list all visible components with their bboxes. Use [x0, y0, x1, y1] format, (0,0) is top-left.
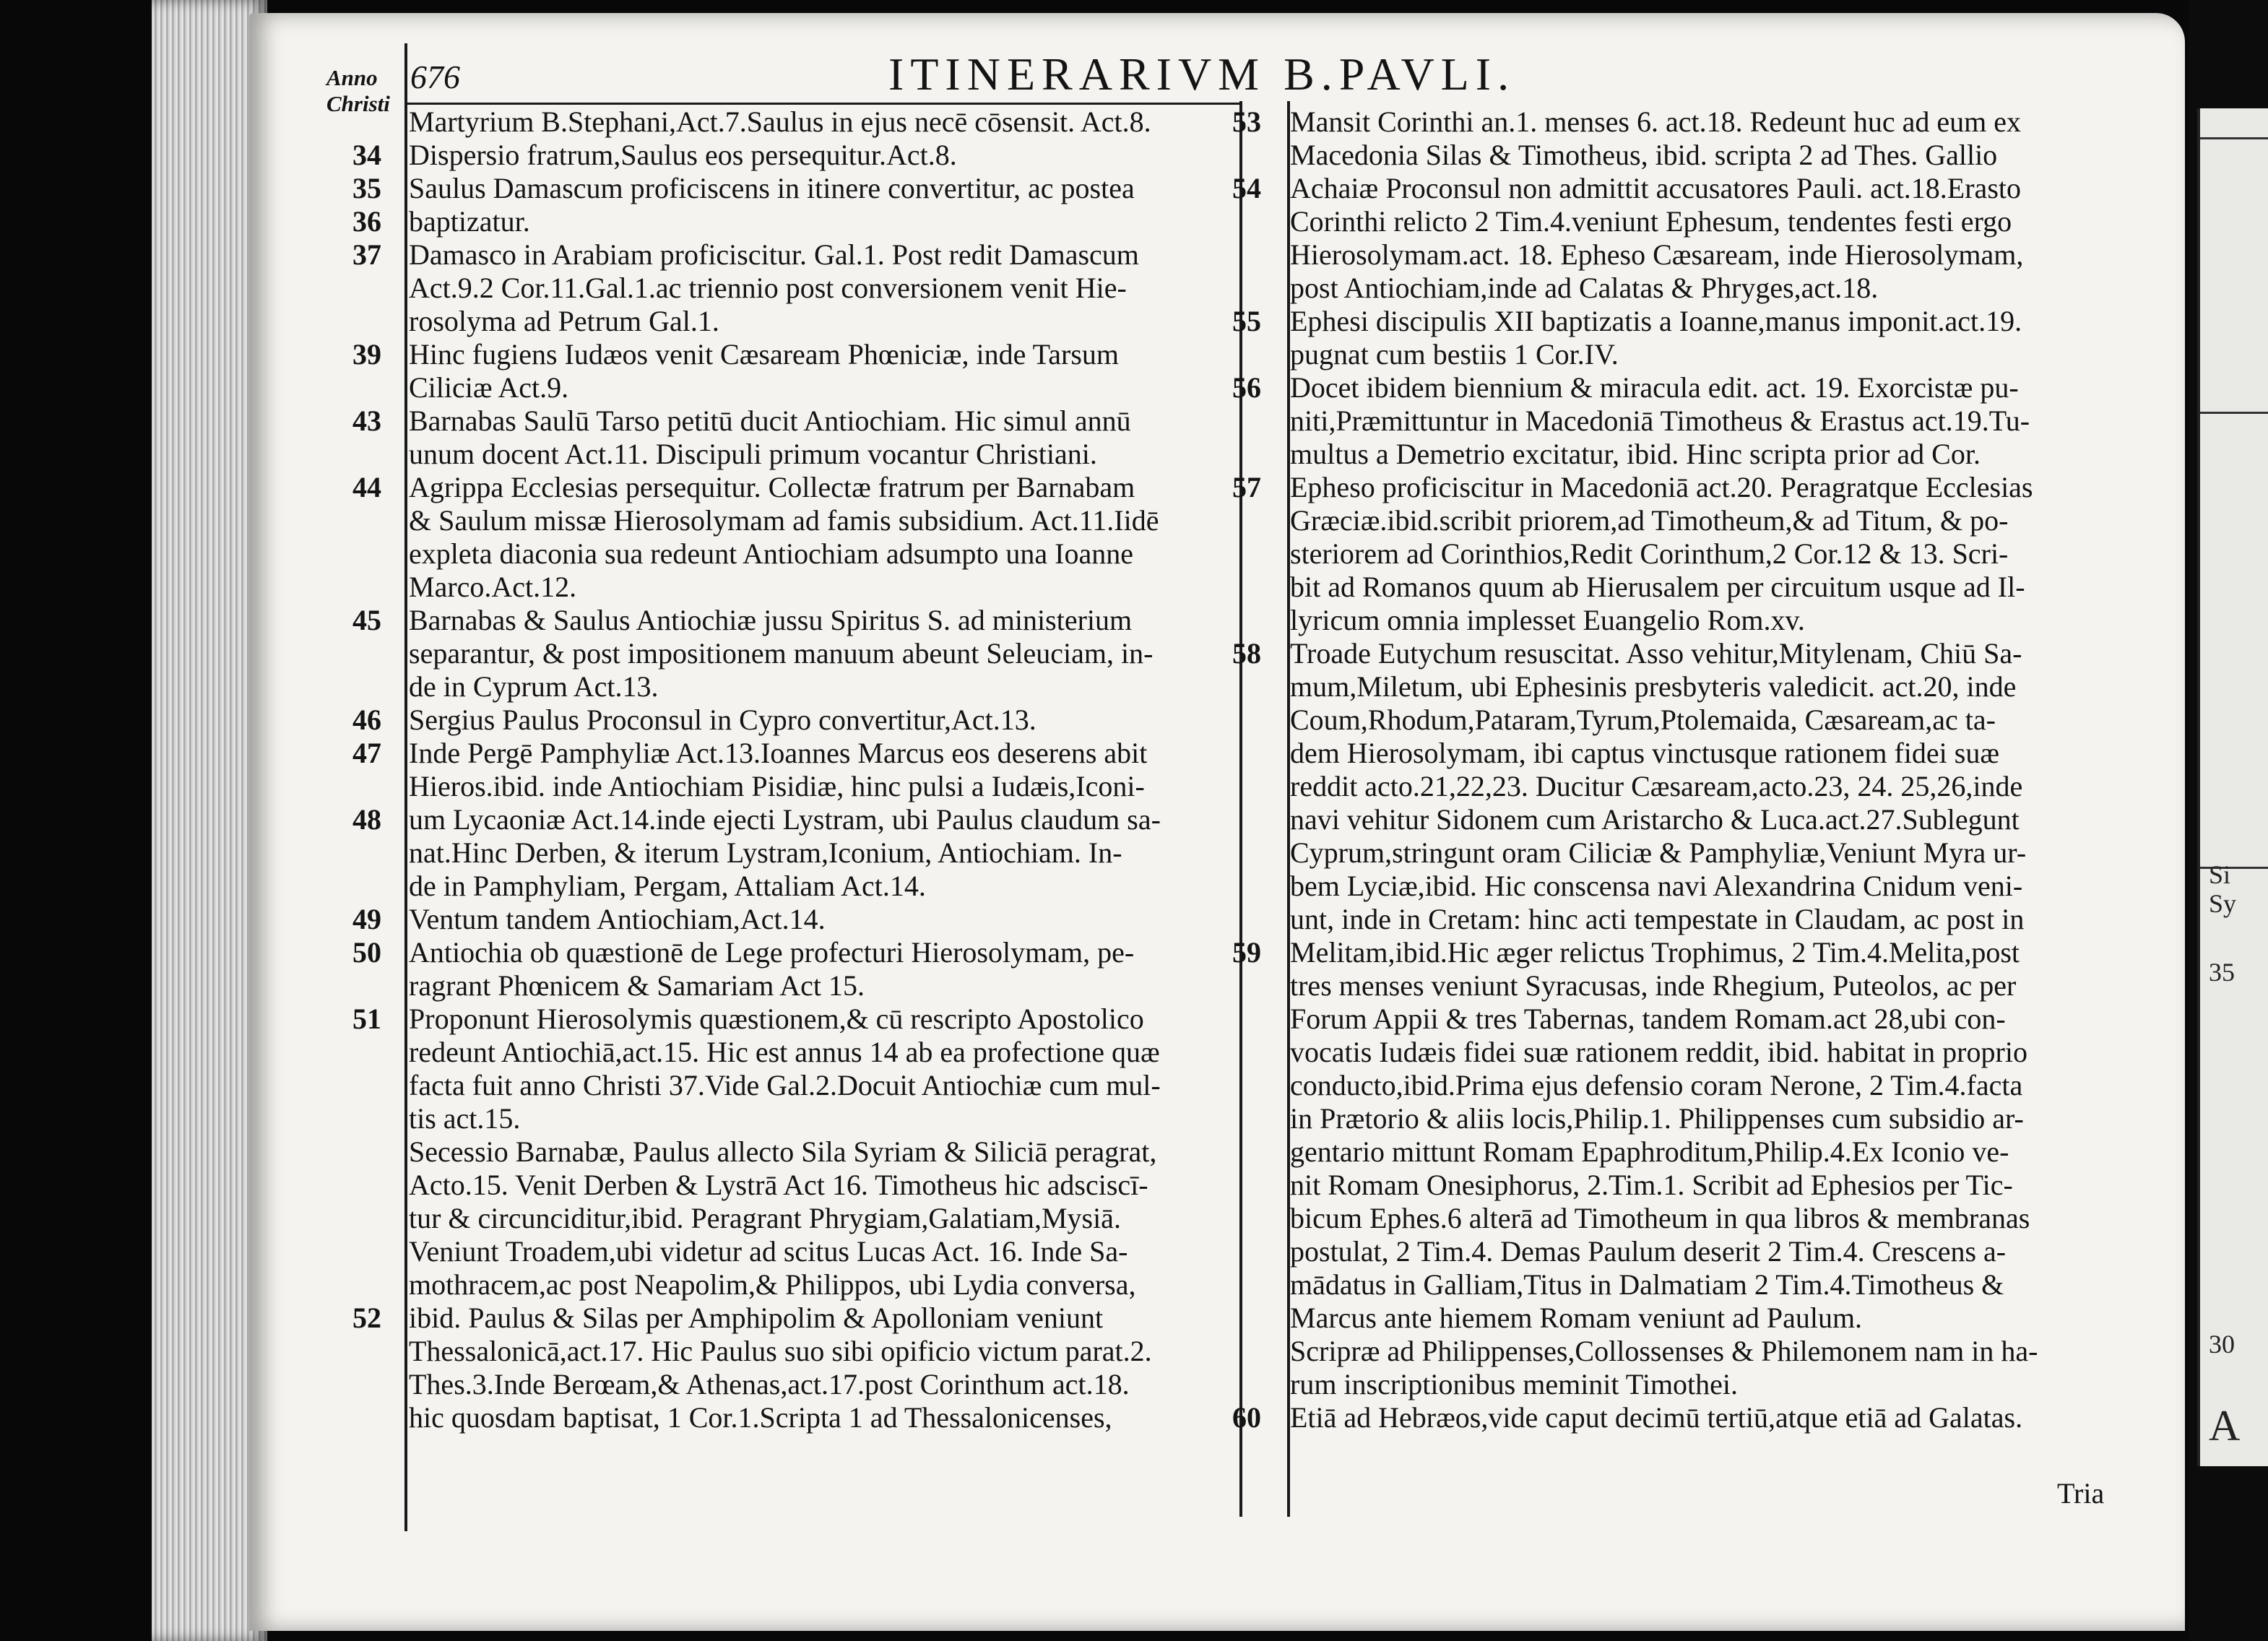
- text-line: de in Cyprum Act.13.: [409, 670, 659, 703]
- text-line: mothracem,ac post Neapolim,& Philippos, ubi Lydia conversa,: [409, 1268, 1136, 1301]
- chronology-entry: [409, 105, 1239, 139]
- text-line: Ciliciæ Act.9.: [409, 371, 569, 404]
- entry-text: [409, 238, 1239, 338]
- text-line: Achaiæ Proconsul non admittit accusatores Pauli. act.18.Erasto: [1290, 172, 2021, 204]
- chronology-entry: [352, 139, 1239, 172]
- year-label: 45: [352, 604, 381, 636]
- entry-text: [409, 903, 1239, 936]
- chronology-entry: [352, 936, 1239, 1003]
- text-line: vocatis Iudæis fidei suæ rationem reddit, ibid. habitat in proprio: [1290, 1036, 2027, 1068]
- text-line: Hierosolymam.act. 18. Epheso Cæsaream, inde Hierosolymam,: [1290, 238, 2024, 271]
- text-line: tis act.15.: [409, 1102, 521, 1135]
- chronology-entry: [352, 1003, 1239, 1135]
- adjacent-fragment: 30: [2209, 1330, 2235, 1359]
- entry-text: [1290, 637, 2135, 936]
- entry-text: [1290, 172, 2135, 305]
- text-line: separantur, & post impositionem manuum abeunt Seleuciam, in-: [409, 637, 1154, 670]
- text-line: tur & circunciditur,ibid. Peragrant Phrygiam,Galatiam,Mysiā.: [409, 1202, 1121, 1234]
- year-label: 52: [352, 1302, 381, 1334]
- text-line: Forum Appii & tres Tabernas, tandem Romam.act 28,ubi con-: [1290, 1003, 2006, 1035]
- text-line: Hinc fugiens Iudæos venit Cæsaream Phœniciæ, inde Tarsum: [409, 338, 1120, 371]
- year-label: 58: [1232, 637, 1261, 670]
- year-label: 48: [352, 803, 381, 836]
- adjacent-fragment: 35: [2209, 958, 2235, 987]
- adjacent-page: [2197, 108, 2268, 1466]
- chronology-entry: [1232, 936, 2135, 1335]
- year-label: 55: [1232, 305, 1261, 337]
- entry-text: [409, 471, 1239, 604]
- chronology-entry: [1232, 471, 2135, 637]
- text-line: facta fuit anno Christi 37.Vide Gal.2.Docuit Antiochiæ cum mul-: [409, 1069, 1161, 1101]
- text-line: Melitam,ibid.Hic æger relictus Trophimus, 2 Tim.4.Melita,post: [1290, 936, 2020, 969]
- chronology-entry: [352, 172, 1239, 205]
- text-line: Damasco in Arabiam proficiscitur. Gal.1. Post redit Damascum: [409, 238, 1139, 271]
- text-line: Thes.3.Inde Berœam,& Athenas,act.17.post Corinthum act.18.: [409, 1368, 1130, 1400]
- entry-text: [409, 604, 1239, 703]
- text-line: Proponunt Hierosolymis quæstionem,& cū rescripto Apostolico: [409, 1003, 1144, 1035]
- text-line: Barnabas & Saulus Antiochiæ jussu Spiritus S. ad ministerium: [409, 604, 1133, 636]
- text-line: rum inscriptionibus meminit Timothei.: [1290, 1368, 1739, 1400]
- text-line: Secessio Barnabæ, Paulus allecto Sila Syriam & Siliciā peragrat,: [409, 1135, 1157, 1168]
- entry-text: [409, 703, 1239, 737]
- year-label: 47: [352, 737, 381, 769]
- text-line: post Antiochiam,inde ad Calatas & Phryges,act.18.: [1290, 272, 1879, 304]
- text-line: Inde Pergē Pamphyliæ Act.13.Ioannes Marcus eos deserens abit: [409, 737, 1148, 769]
- text-line: Saulus Damascum proficiscens in itinere convertitur, ac postea: [409, 172, 1135, 204]
- year-label: 35: [352, 172, 381, 204]
- text-line: unum docent Act.11. Discipuli primum vocantur Christiani.: [409, 438, 1097, 470]
- text-line: Cyprum,stringunt oram Ciliciæ & Pamphyliæ,Veniunt Myra ur-: [1290, 836, 2027, 869]
- year-label: 59: [1232, 936, 1261, 969]
- entry-text: [1290, 936, 2135, 1335]
- year-label: 49: [352, 903, 381, 935]
- entry-text: [409, 936, 1239, 1003]
- year-label: 51: [352, 1003, 381, 1035]
- text-line: in Prætorio & aliis locis,Philip.1. Philippenses cum subsidio ar-: [1290, 1102, 2024, 1135]
- chronology-entry: [352, 803, 1239, 903]
- text-line: postulat, 2 Tim.4. Demas Paulum deserit 2 Tim.4. Crescens a-: [1290, 1235, 2007, 1268]
- entry-text: [409, 1135, 1239, 1302]
- entry-text: [409, 205, 1239, 238]
- text-line: & Saulum missæ Hierosolymam ad famis subsidium. Act.11.Iidē: [409, 504, 1159, 537]
- text-line: redeunt Antiochiā,act.15. Hic est annus 14 ab ea profectione quæ: [409, 1036, 1160, 1068]
- text-line: Græciæ.ibid.scribit priorem,ad Timotheum,& ad Titum, & po-: [1290, 504, 2009, 537]
- chronology-entry: [1232, 305, 2135, 371]
- year-label: 46: [352, 703, 381, 736]
- chronology-entry: [352, 471, 1239, 604]
- text-line: Dispersio fratrum,Saulus eos persequitur.Act.8.: [409, 139, 957, 171]
- text-line: Scripræ ad Philippenses,Collossenses & Philemonem nam in ha-: [1290, 1335, 2038, 1367]
- text-line: Antiochia ob quæstionē de Lege profecturi Hierosolymam, pe-: [409, 936, 1135, 969]
- margin-label: [326, 65, 413, 117]
- chronology-entry: [1232, 637, 2135, 936]
- catchword: Tria: [2057, 1477, 2105, 1510]
- text-line: baptizatur.: [409, 205, 530, 238]
- entry-text: [409, 172, 1239, 205]
- text-line: Docet ibidem biennium & miracula edit. act. 19. Exorcistæ pu-: [1290, 371, 2019, 404]
- text-line: Martyrium B.Stephani,Act.7.Saulus in ejus necē cōsensit. Act.8.: [409, 105, 1151, 138]
- text-line: Barnabas Saulū Tarso petitū ducit Antiochiam. Hic simul annū: [409, 404, 1131, 437]
- year-label: 37: [352, 238, 381, 271]
- chronology-entry: [1232, 105, 2135, 172]
- running-title: ITINERARIVM B.PAVLI.: [888, 48, 1516, 100]
- text-line: Mansit Corinthi an.1. menses 6. act.18. Redeunt huc ad eum ex: [1290, 105, 2022, 138]
- entry-text: [409, 338, 1239, 404]
- chronology-entry: [1232, 371, 2135, 471]
- text-line: tres menses veniunt Syracusas, inde Rhegium, Puteolos, ac per: [1290, 969, 2017, 1002]
- entry-text: [1290, 1335, 2135, 1401]
- text-line: Marco.Act.12.: [409, 571, 577, 603]
- chronology-entry: [352, 903, 1239, 936]
- text-line: Acto.15. Venit Derben & Lystrā Act 16. Timotheus hic adsciscī-: [409, 1169, 1148, 1201]
- text-line: Troade Eutychum resuscitat. Asso vehitur,Mitylenam, Chiū Sa-: [1290, 637, 2022, 670]
- text-line: ragrant Phœnicem & Samariam Act 15.: [409, 969, 865, 1002]
- text-line: lyricum omnia implesset Euangelio Rom.xv.: [1290, 604, 1805, 636]
- entry-text: [409, 1003, 1239, 1135]
- text-line: bicum Ephes.6 alterā ad Timotheum in qua libros & membranas: [1290, 1202, 2030, 1234]
- text-line: Act.9.2 Cor.11.Gal.1.ac triennio post conversionem venit Hie-: [409, 272, 1127, 304]
- text-line: expleta diaconia sua redeunt Antiochiam adsumpto una Ioanne: [409, 537, 1134, 570]
- entry-text: [409, 404, 1239, 471]
- year-label: 39: [352, 338, 381, 371]
- chronology-entry: [352, 737, 1239, 803]
- entry-text: [1290, 471, 2135, 637]
- year-column-rule: [404, 43, 407, 1531]
- entry-text: [409, 803, 1239, 903]
- right-column: [1232, 105, 2135, 1434]
- chronology-entry: [1232, 172, 2135, 305]
- year-label: 53: [1232, 105, 1261, 138]
- text-line: Corinthi relicto 2 Tim.4.veniunt Ephesum, tendentes festi ergo: [1290, 205, 2012, 238]
- text-line: unt, inde in Cretam: hinc acti tempestate in Claudam, ac post in: [1290, 903, 2025, 935]
- page-number: 676: [410, 59, 460, 95]
- chronology-entry: [352, 238, 1239, 338]
- text-line: hic quosdam baptisat, 1 Cor.1.Scripta 1 ad Thessalonicenses,: [409, 1401, 1112, 1434]
- year-label: 34: [352, 139, 381, 171]
- header-rule: [404, 103, 1242, 105]
- text-line: niti,Præmittuntur in Macedoniā Timotheus & Erastus act.19.Tu-: [1290, 404, 2030, 437]
- text-line: um Lycaoniæ Act.14.inde ejecti Lystram, ubi Paulus claudum sa-: [409, 803, 1161, 836]
- chronology-entry: [1290, 1335, 2135, 1401]
- text-line: steriorem ad Corinthios,Redit Corinthum,2 Cor.12 & 13. Scri-: [1290, 537, 2009, 570]
- year-label: 54: [1232, 172, 1261, 204]
- text-line: mādatus in Galliam,Titus in Dalmatiam 2 Tim.4.Timotheus &: [1290, 1268, 2004, 1301]
- year-label: 43: [352, 404, 381, 437]
- entry-text: [1290, 371, 2135, 471]
- margin-label-anno: Anno: [326, 65, 378, 90]
- text-line: Marcus ante hiemem Romam veniunt ad Paulum.: [1290, 1302, 1863, 1334]
- chronology-entry: [352, 703, 1239, 737]
- text-line: rosolyma ad Petrum Gal.1.: [409, 305, 719, 337]
- text-line: nat.Hinc Derben, & iterum Lystram,Iconium, Antiochiam. In-: [409, 836, 1122, 869]
- text-line: Epheso proficiscitur in Macedoniā act.20. Peragratque Ecclesias: [1290, 471, 2033, 503]
- chronology-entry: [352, 338, 1239, 404]
- text-line: Coum,Rhodum,Pataram,Tyrum,Ptolemaida, Cæsaream,ac ta-: [1290, 703, 1996, 736]
- text-line: ibid. Paulus & Silas per Amphipolim & Apolloniam veniunt: [409, 1302, 1104, 1334]
- entry-text: [409, 737, 1239, 803]
- text-line: Etiā ad Hebræos,vide caput decimū tertiū,atque etiā ad Galatas.: [1290, 1401, 2023, 1434]
- adjacent-fragment: A: [2209, 1402, 2241, 1450]
- entry-text: [409, 1302, 1239, 1434]
- adjacent-fragment: Si: [2209, 860, 2231, 889]
- year-label: 50: [352, 936, 381, 969]
- year-label: 44: [352, 471, 381, 503]
- margin-label-christi: Christi: [326, 91, 390, 116]
- entry-text: [1290, 1401, 2135, 1434]
- text-line: pugnat cum bestiis 1 Cor.IV.: [1290, 338, 1619, 371]
- year-label: 36: [352, 205, 381, 238]
- text-line: de in Pamphyliam, Pergam, Attaliam Act.14.: [409, 870, 926, 902]
- text-line: reddit acto.21,22,23. Ducitur Cæsaream,acto.23, 24. 25,26,inde: [1290, 770, 2023, 802]
- text-line: nit Romam Onesiphorus, 2.Tim.1. Scribit ad Ephesios per Tic-: [1290, 1169, 2013, 1201]
- chronology-entry: [1232, 1401, 2135, 1434]
- text-line: gentario mittunt Romam Epaphroditum,Philip.4.Ex Iconio ve-: [1290, 1135, 2009, 1168]
- entry-text: [1290, 305, 2135, 371]
- text-line: Ephesi discipulis XII baptizatis a Ioanne,manus imponit.act.19.: [1290, 305, 2022, 337]
- text-line: Thessalonicā,act.17. Hic Paulus suo sibi opificio victum parat.2.: [409, 1335, 1152, 1367]
- text-line: Macedonia Silas & Timotheus, ibid. scripta 2 ad Thes. Gallio: [1290, 139, 1998, 171]
- text-line: bem Lyciæ,ibid. Hic conscensa navi Alexandrina Cnidum veni-: [1290, 870, 2023, 902]
- text-line: navi vehitur Sidonem cum Aristarcho & Luca.act.27.Sublegunt: [1290, 803, 2020, 836]
- entry-text: [409, 105, 1239, 139]
- text-line: Ventum tandem Antiochiam,Act.14.: [409, 903, 826, 935]
- chronology-entry: [409, 1135, 1239, 1302]
- text-line: Agrippa Ecclesias persequitur. Collectæ fratrum per Barnabam: [409, 471, 1135, 503]
- text-line: Hieros.ibid. inde Antiochiam Pisidiæ, hinc pulsi a Iudæis,Iconi-: [409, 770, 1145, 802]
- chronology-entry: [352, 404, 1239, 471]
- chronology-entry: [352, 1302, 1239, 1434]
- entry-text: [409, 139, 1239, 172]
- text-line: conducto,ibid.Prima ejus defensio coram Nerone, 2 Tim.4.facta: [1290, 1069, 2023, 1101]
- text-line: bit ad Romanos quum ab Hierusalem per circuitum usque ad Il-: [1290, 571, 2025, 603]
- year-label: 57: [1232, 471, 1261, 503]
- adjacent-fragment: Sy: [2209, 889, 2237, 918]
- entry-text: [1290, 105, 2135, 172]
- left-column: [352, 105, 1239, 1434]
- chronology-entry: [352, 205, 1239, 238]
- text-line: mum,Miletum, ubi Ephesinis presbyteris valedicit. act.20, inde: [1290, 670, 2017, 703]
- chronology-entry: [352, 604, 1239, 703]
- text-line: Veniunt Troadem,ubi videtur ad scitus Lucas Act. 16. Inde Sa-: [409, 1235, 1128, 1268]
- year-label: 56: [1232, 371, 1261, 404]
- year-label: 60: [1232, 1401, 1261, 1434]
- text-line: multus a Demetrio excitatur, ibid. Hinc scripta prior ad Cor.: [1290, 438, 1981, 470]
- text-line: Sergius Paulus Proconsul in Cypro convertitur,Act.13.: [409, 703, 1036, 736]
- text-line: dem Hierosolymam, ibi captus vinctusque rationem fidei suæ: [1290, 737, 2000, 769]
